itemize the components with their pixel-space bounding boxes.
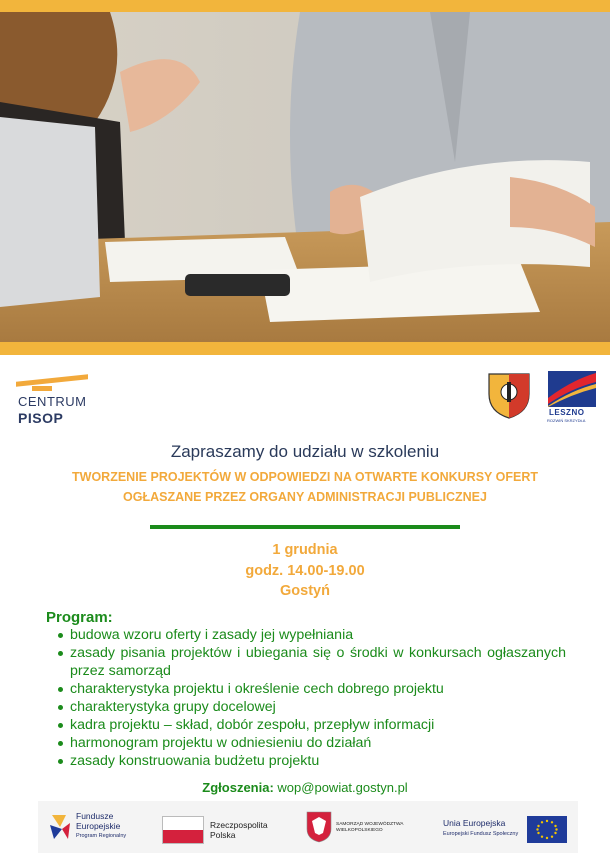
bullet-icon <box>58 687 63 692</box>
logo-line2: PISOP <box>18 410 64 426</box>
samorzad-wojewodztwa-logo <box>306 811 404 848</box>
program-item: kadra projektu – skład, dobór zespołu, przepływ informacji <box>46 716 566 734</box>
sw-line1: SAMORZĄD WOJEWÓDZTWA <box>336 822 404 827</box>
fe-line1: Fundusze <box>76 811 114 821</box>
registration-contact <box>0 780 610 795</box>
leszno-tagline: ROZWIŃ SKRZYDŁA <box>547 418 586 423</box>
fe-star-icon <box>48 811 72 841</box>
divider <box>150 525 460 529</box>
fe-line2: Europejskie <box>76 821 121 831</box>
bullet-icon <box>58 759 63 764</box>
program-item: budowa wzoru oferty i zasady jej wypełniania <box>46 626 566 644</box>
leszno-logo <box>547 370 597 424</box>
training-title-line2: OGŁASZANE PRZEZ ORGANY ADMINISTRACJI PUBLICZNEJ <box>123 490 487 504</box>
program-item: charakterystyka grupy docelowej <box>46 698 566 716</box>
program-list <box>46 626 566 770</box>
program-item: zasady konstruowania budżetu projektu <box>46 752 566 770</box>
centrum-pisop-logo <box>16 372 116 432</box>
event-place: Gostyń <box>280 583 330 599</box>
bullet-icon <box>58 741 63 746</box>
logo-bar <box>16 374 88 387</box>
sw-line2: WIELKOPOLSKIEGO <box>336 828 383 833</box>
program-item: harmonogram projektu w odniesieniu do działań <box>46 734 566 752</box>
bullet-icon <box>58 651 63 656</box>
training-title-line1: TWORZENIE PROJEKTÓW W ODPOWIEDZI NA OTWARTE KONKURSY OFERT <box>72 470 538 484</box>
event-time: godz. 14.00-19.00 <box>245 563 365 579</box>
funding-logos-bar <box>38 801 578 853</box>
bullet-icon <box>58 633 63 638</box>
rp-line2: Polska <box>210 830 236 840</box>
fe-sub: Program Regionalny <box>76 833 127 839</box>
ue-line2: Europejski Fundusz Społeczny <box>443 831 519 837</box>
logo-line1: CENTRUM <box>18 394 87 409</box>
bullet-icon <box>58 705 63 710</box>
program-item: zasady pisania projektów i ubiegania się o środki w konkursach ogłaszanych przez samorząd <box>46 644 566 680</box>
contact-email[interactable]: wop@powiat.gostyn.pl <box>277 780 408 795</box>
logo-bar <box>32 386 52 391</box>
rp-line1: Rzeczpospolita <box>210 820 268 830</box>
polish-flag-icon <box>162 816 204 844</box>
header-photo <box>0 12 610 342</box>
program-item: charakterystyka projektu i określenie cech dobrego projektu <box>46 680 566 698</box>
event-date: 1 grudnia <box>272 542 338 558</box>
program-heading: Program: <box>46 609 113 626</box>
invitation-intro: Zapraszamy do udziału w szkoleniu <box>170 442 440 461</box>
leszno-name: LESZNO <box>549 408 585 417</box>
bullet-icon <box>58 723 63 728</box>
contact-label: Zgłoszenia: <box>202 780 274 795</box>
fundusze-europejskie-logo <box>48 811 127 846</box>
ue-line1: Unia Europejska <box>443 818 506 828</box>
coat-of-arms-icon <box>487 370 531 420</box>
eagle-shield-icon <box>306 811 332 843</box>
eu-flag-icon <box>527 816 567 843</box>
